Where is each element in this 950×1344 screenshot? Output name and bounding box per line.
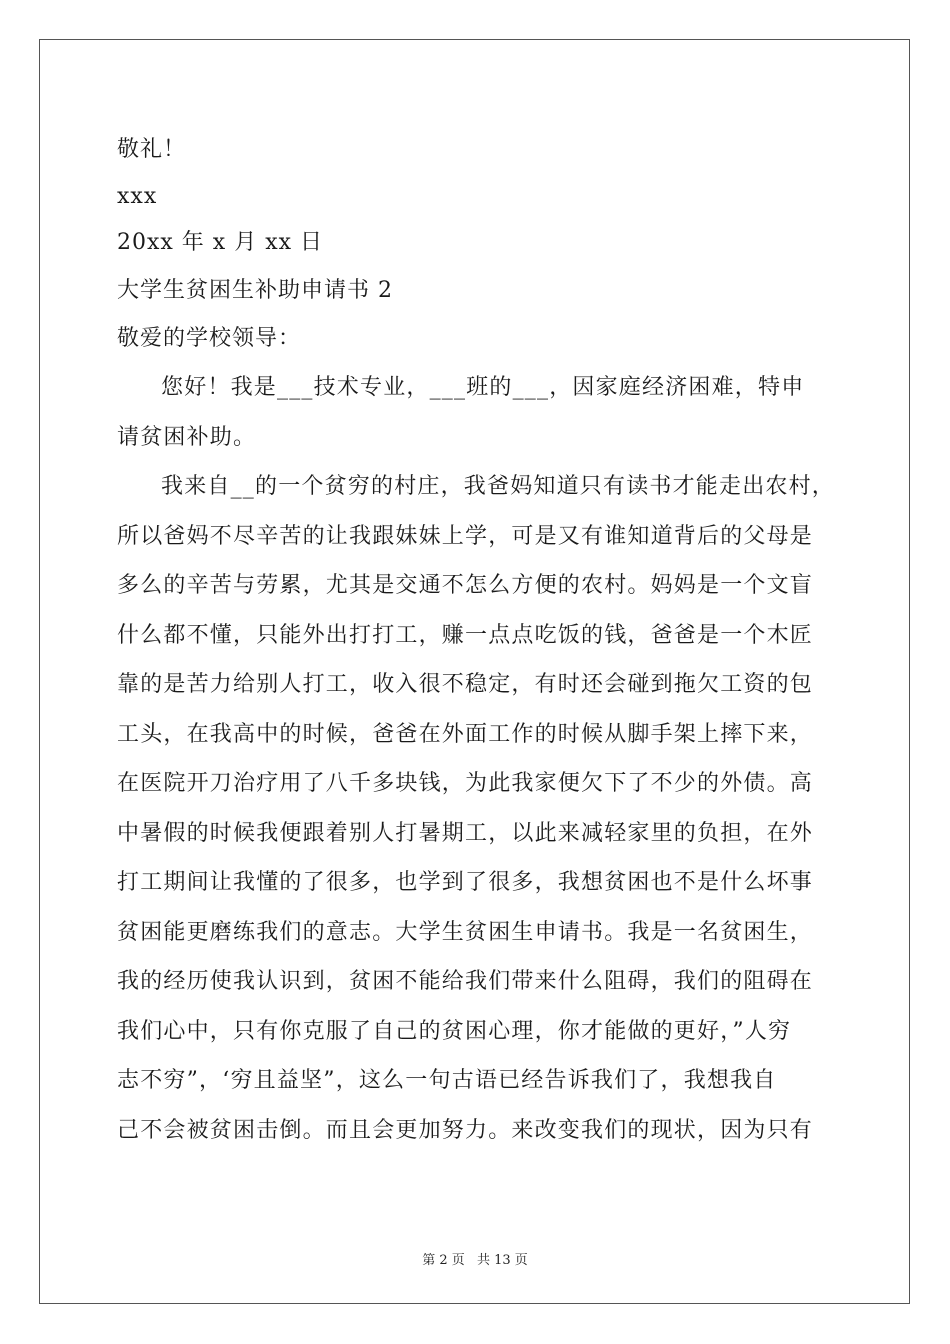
salutation-line: 敬爱的学校领导： xyxy=(117,326,302,351)
paragraph-line: 所以爸妈不尽辛苦的让我跟妹妹上学，可是又有谁知道背后的父母是 xyxy=(117,523,814,549)
paragraph-line: 己不会被贫困击倒。而且会更加努力。来改变我们的现状，因为只有 xyxy=(117,1117,814,1143)
paragraph-line: 您好！我是___技术专业，___班的___，因家庭经济困难，特申 xyxy=(161,375,805,400)
page-number: 第 2 页 xyxy=(422,1253,465,1268)
paragraph-line: 工头，在我高中的时候，爸爸在外面工作的时候从脚手架上摔下来， xyxy=(117,721,814,747)
paragraph-line: 志不穷”，‘穷且益坚”，这么一句古语已经告诉我们了，我想我自 xyxy=(117,1068,777,1093)
paragraph-line: 我来自__的一个贫穷的村庄，我爸妈知道只有读书才能走出农村， xyxy=(161,474,836,499)
paragraph-line: 多么的辛苦与劳累，尤其是交通不怎么方便的农村。妈妈是一个文盲 xyxy=(117,573,814,598)
paragraph-line: 中暑假的时候我便跟着别人打暑期工，以此来减轻家里的负担，在外 xyxy=(117,820,814,846)
paragraph-line: 在医院开刀治疗用了八千多块钱，为此我家便欠下了不少的外债。高 xyxy=(117,771,814,796)
paragraph-2 xyxy=(117,462,837,1155)
paragraph-line: 我们心中，只有你克服了自己的贫困心理，你才能做的更好，”人穷 xyxy=(117,1018,792,1044)
paragraph-line: 什么都不懂，只能外出打打工，赚一点点吃饭的钱，爸爸是一个木匠 xyxy=(117,622,814,648)
paragraph-line: 靠的是苦力给别人打工，收入很不稳定，有时还会碰到拖欠工资的包 xyxy=(117,672,814,697)
paragraph-line: 请贫困补助。 xyxy=(117,424,257,450)
document-title: 大学生贫困生补助申请书 2 xyxy=(117,278,393,303)
paragraph-1 xyxy=(117,363,837,462)
paragraph-line: 我的经历使我认识到，贫困不能给我们带来什么阻碍，我们的阻碍在 xyxy=(117,969,814,994)
paragraph-line: 贫困能更磨练我们的意志。大学生贫困生申请书。我是一名贫困生， xyxy=(117,919,814,945)
letter-body xyxy=(117,126,837,1155)
signature-line: xxx xyxy=(117,184,158,209)
paragraph-line: 打工期间让我懂的了很多，也学到了很多，我想贫困也不是什么坏事 xyxy=(117,870,814,895)
closing-line: 敬礼！ xyxy=(117,137,187,162)
page-total: 共 13 页 xyxy=(476,1253,528,1268)
page-footer xyxy=(0,1249,950,1268)
date-line: 20xx 年 x 月 xx 日 xyxy=(117,230,323,255)
